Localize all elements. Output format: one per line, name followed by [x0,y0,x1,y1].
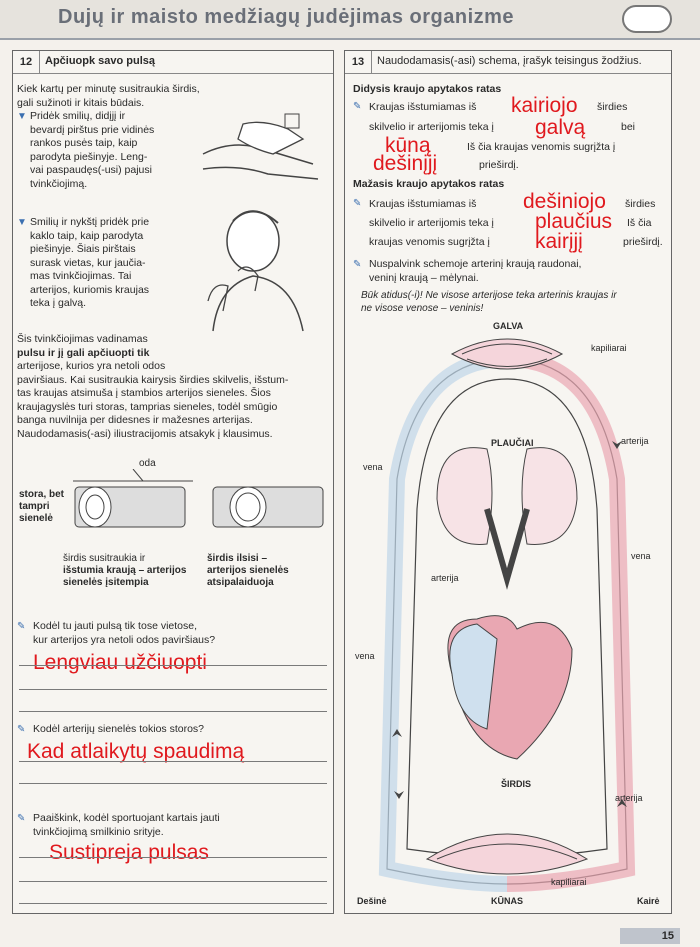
label-arterija-2: arterija [431,573,459,583]
exercise-heading: Apčiuopk savo pulsą [45,55,156,67]
question-marker-icon: ✎ [17,724,26,735]
label-plauciai: PLAUČIAI [491,438,534,448]
question-marker-icon: ✎ [17,621,26,632]
label-kaire: Kairė [637,896,660,906]
answer-line [19,665,327,666]
answer-1[interactable]: Lengviau užčiuopti [33,651,207,674]
pulmonary-circulation-title: Mažasis kraujo apytakos ratas [353,178,505,190]
small-text-6: prieširdį. [623,236,663,248]
big-text-2: širdies [597,101,628,113]
answer-big-1[interactable]: kairiojo [511,94,578,117]
big-text-1: Kraujas išstumiamas iš [369,101,477,113]
step-marker-icon: ▼ [17,111,27,122]
big-text-6: prieširdį. [479,159,519,171]
circulation-diagram [357,329,657,899]
label-oda: oda [139,458,156,469]
answer-big-3[interactable]: kūną [385,134,431,157]
label-galva: GALVA [493,321,524,331]
answer-line [19,783,327,784]
step1-text: Pridėk smilių, didįjį ir bevardį pirštus prie vidinės rankos pusės taip, kaip parodyta piešinyje. Leng- vai paspaudęs(-usi) pajusi tvinkčiojimą. [30,110,155,190]
answer-line [19,881,327,882]
question-3: Paaiškink, kodėl sportuojant kartais jauti tvinkčiojimą smilkinio srityje. [33,812,220,838]
series-logo-icon [622,5,672,33]
answer-2[interactable]: Kad atlaikytų spaudimą [27,740,245,763]
artery-cross-section-illustration [73,469,328,549]
answer-big-4[interactable]: dešinįjį [373,152,438,175]
pencil-icon: ✎ [353,101,362,112]
small-text-2: širdies [625,198,656,210]
label-kapiliarai-bottom: kapiliarai [551,877,587,887]
answer-line [19,689,327,690]
label-kunas: KŪNAS [491,896,524,906]
exercise-12-panel [12,50,334,914]
big-text-3: skilvelio ir arterijomis teka į [369,121,494,133]
neck-pulse-illustration [193,201,323,336]
exercise-heading: Naudodamasis(-asi) schema, įrašyk teisingus žodžius. [377,55,642,67]
page-title: Dujų ir maisto medžiagų judėjimas organizme [58,6,515,28]
exercise-number: 13 [345,51,372,73]
label-vena-2: vena [631,551,651,561]
wrist-pulse-illustration [193,109,328,194]
big-text-5: Iš čia kraujas venomis sugrįžta į [467,141,616,153]
question-marker-icon: ✎ [17,813,26,824]
label-vena-1: vena [363,462,383,472]
small-text-5: kraujas venomis sugrįžta į [369,236,490,248]
answer-line [19,761,327,762]
caption-relax: širdis ilsisi – arterijos sienelės atsipalaiduoja [207,553,289,588]
systemic-circulation-title: Didysis kraujo apytakos ratas [353,83,502,95]
answer-3[interactable]: Sustipreja pulsas [49,841,209,864]
answer-small-1[interactable]: dešiniojo [523,190,606,213]
question-2: Kodėl arterijų sienelės tokios storos? [33,723,205,735]
answer-line [19,857,327,858]
exercise-12-header [13,51,333,74]
exercise-number: 12 [13,51,40,73]
answer-small-2[interactable]: plaučius [535,210,613,233]
small-text-3: skilvelio ir arterijomis teka į [369,217,494,229]
label-desine: Dešinė [357,896,387,906]
small-text-4: Iš čia [627,217,652,229]
big-text-4: bei [621,121,636,133]
small-text-1: Kraujas išstumiamas iš [369,198,477,210]
step2-text: Smilių ir nykštį pridėk prie kaklo taip, kaip parodyta piešinyje. Šiais pirštais surask vietas, kur jaučia- mas tvinkčiojimas. Tai arterijos, kuriomis kraujas teka į galvą. [30,216,150,309]
label-wall: stora, bet tampri sienelė [19,489,65,524]
label-sirdis: ŠIRDIS [501,779,532,789]
label-vena-3: vena [355,651,375,661]
answer-big-2[interactable]: galvą [535,116,586,139]
title-bar [0,0,700,40]
exercise-13-panel [344,50,672,914]
label-arterija-3: arterija [615,793,643,803]
step-marker-icon: ▼ [17,217,27,228]
pulse-explanation-text: Šis tvinkčiojimas vadinamas pulsu ir jį gali apčiuopti tik arterijose, kurios yra netoli odos paviršiaus. Kai susitraukia kairysis širdies skilvelis, išstum- tas kraujas atsimuša į stambios arterijos sieneles. Šios kraujagyslės turi storas, tamprias sieneles, todėl smūgio banga nuvilnija per didesnes ir mažesnes arterijas. Naudodamasis(-asi) iliustracijomis atsakyk į klausimus. [17,333,289,440]
exercise-13-header [345,51,671,74]
pencil-icon: ✎ [353,198,362,209]
answer-line [19,903,327,904]
label-kapiliarai-top: kapiliarai [591,343,627,353]
caption-contract: širdis susitraukia ir išstumia kraują – arterijos sienelės įsitempia [63,553,187,588]
pencil-icon: ✎ [353,259,362,270]
question-1: Kodėl tu jauti pulsą tik tose vietose, kur arterijos yra netoli odos paviršiaus? [33,620,216,646]
label-arterija-1: arterija [621,436,649,446]
answer-line [19,711,327,712]
answer-small-3[interactable]: kairįjį [535,230,583,253]
intro-text: Kiek kartų per minutę susitraukia širdis, gali sužinoti ir kitais būdais. [17,83,200,109]
page-number: 15 [620,928,680,944]
color-task-text: Nuspalvink schemoje arterinį kraują raudonai, veninį kraują – mėlynai. [369,258,582,284]
attention-note: Būk atidus(-i)! Ne visose arterijose teka arterinis kraujas ir ne visose venose – veninis! [361,290,617,314]
